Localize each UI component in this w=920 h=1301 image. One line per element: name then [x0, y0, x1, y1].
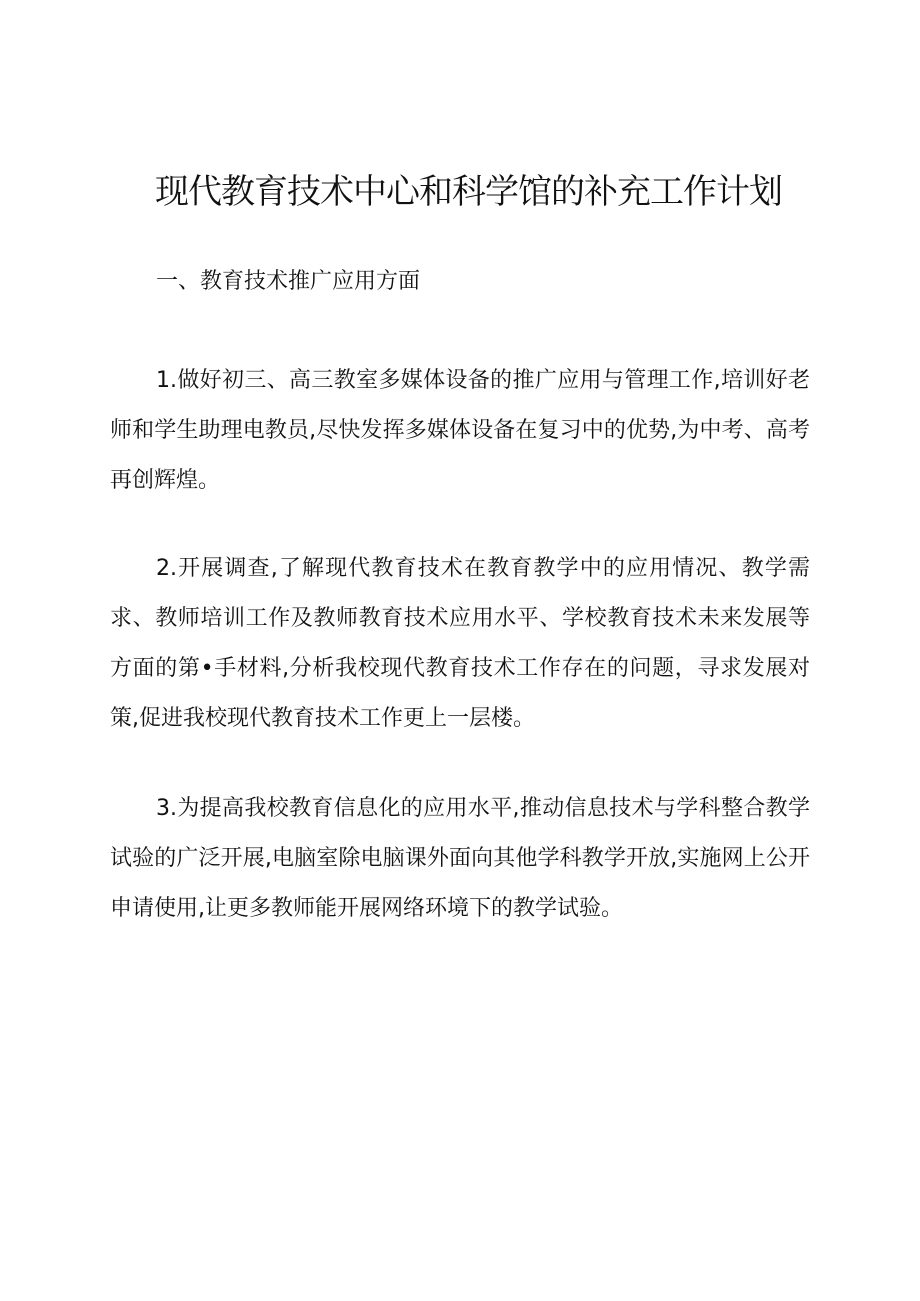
section-heading: 一、教育技术推广应用方面 — [156, 269, 421, 294]
paragraph-3: 3.为提高我校教育信息化的应用水平,推动信息技术与学科整合教学试验的广泛开展,电脑室除电脑课外面向其他学科教学开放,实施网上公开申请使用,让更多教师能开展网络环境下的教学试验。 — [110, 796, 810, 921]
document-title: 现代教育技术中心和科学馆的补充工作计划 — [155, 172, 782, 212]
paragraph-2: 2.开展调查,了解现代教育技术在教育教学中的应用情况、教学需求、教师培训工作及教师教育技术应用水平、学校教育技术未来发展等方面的第•手材料,分析我校现代教育技术工作存在的问题，寻求发展对策,促进我校现代教育技术工作更上一层楼。 — [110, 556, 810, 731]
paragraph-1: 1.做好初三、高三教室多媒体设备的推广应用与管理工作,培训好老师和学生助理电教员,尽快发挥多媒体设备在复习中的优势,为中考、高考再创辉煌。 — [110, 368, 810, 493]
